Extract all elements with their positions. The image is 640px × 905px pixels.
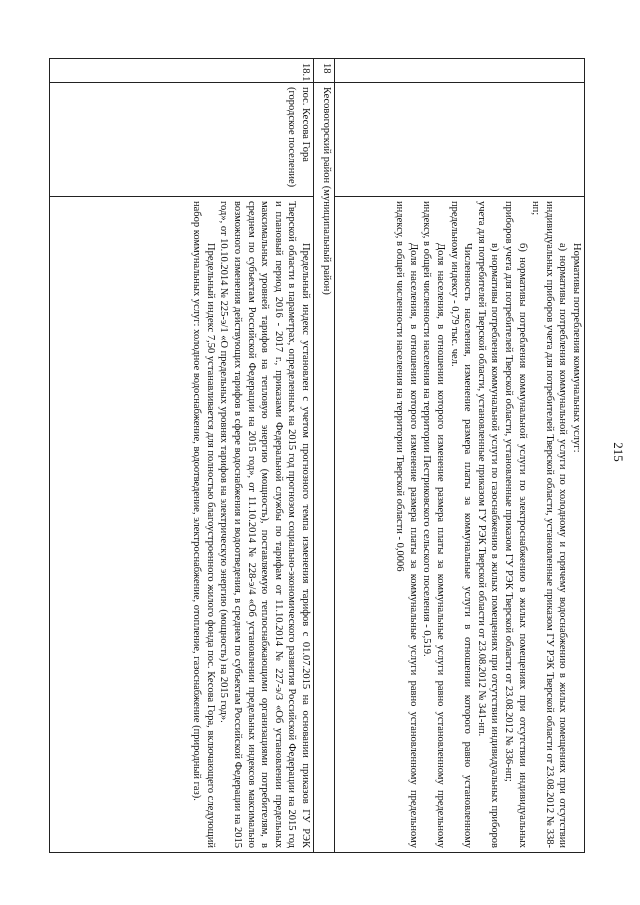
row-name-cell (335, 83, 585, 197)
paragraph: Нормативы потребления коммунальных услуг: (571, 243, 582, 453)
row-number-cell: 18.1 (50, 59, 314, 83)
row-text-cell (335, 197, 585, 853)
paragraph: Доля населения, в отношении которого изменение размера платы за коммунальные услуги равно установленному предельному индексу, в общей численности населения на территории Тверской области - 0,0006 (394, 201, 419, 848)
paragraph: Предельный индекс установлен с учетом прогнозного темпа изменения тарифов с 01.07.2015 на основании приказов ГУ РЭК Тверской области в параметрах, определенных на 2015 год прогнозом социально-экономического развития Российской Федерации на 2015 год и плановый период 2016 - 2017 г., приказами Федеральной службы по тарифам от 11.10.2014 № 227-э/3 «Об установлении предельных максимальных уровней тарифов на тепловую энергию (мощность), поставляемую теплоснабжающими организациями потребителям, в среднем по субъектам Российской Федерации на 2015 год», от 11.10.2014 № 228-э/4 «Об установлении предельных индексов максимально возможного изменения действующих тарифов в сфере водоснабжения и водоотведения, в среднем по субъектам Российской Федерации на 2015 год», от 10.10.2014 № 225-э/1 «О предельных уровнях тарифов на электрическую энергию (мощность) на 2015 год». (218, 201, 311, 848)
paragraph: в) нормативы потребления коммунальной услуги по газоснабжению в жилых помещениях при отсутствии индивидуальных приборов учета для потребителей Тверской области, установленные приказом ГУ РЭК Тверской области от 23.08.2012 № 341-нп. (475, 201, 501, 848)
paragraph: Численность населения, изменение размера платы за коммунальные услуги в отношении которого равно установленному предельному индексу - 0,79 тыс. чел. (448, 201, 474, 848)
page-number: 215 (611, 442, 626, 462)
region-number-cell: 18 (314, 59, 335, 83)
paragraph: а) нормативы потребления коммунальной услуги по холодному и горячему водоснабжению в жилых помещениях при отсутствии индивидуальных приборов учета для потребителей Тверской области, установленные приказом ГУ РЭК Тверской области от 23.08.2012 № 338-нп; (530, 201, 569, 848)
table-row-region (314, 59, 335, 853)
paragraph: б) нормативы потребления коммунальной услуги по электроснабжению в жилых помещениях при отсутствии индивидуальных приборов учета для потребителей Тверской области, установленные приказом ГУ РЭК Тверской области от 23.08.2012 № 336-нп; (503, 201, 528, 848)
table-row-bottom (50, 59, 314, 853)
document-table (49, 58, 585, 853)
region-title-cell (314, 83, 335, 853)
rotated-table-container (49, 58, 585, 853)
row-name-cell: пос. Кесова Гора (городское поселение) (50, 83, 314, 197)
paragraph: Доля населения, в отношении которого изменение размера платы за коммунальные услуги равно установленному предельному индексу, в общей численности населения на территории Пестриковского сельского поселения - 0,519. (421, 201, 447, 848)
paragraph: Предельный индекс 7,50 устанавливается для полностью благоустроенного жилого фонда пос. Кесова Гора, включающего следующий набор коммунальных услуг: холодное водоснабжение, водоотведение, электроснабжение, отопление, газоснабжение (природный газ). (191, 201, 216, 848)
row-number-cell (335, 59, 585, 83)
region-title: Кесовогорский район (муниципальный район) (321, 87, 332, 295)
table-row-top (335, 59, 585, 853)
row-text-cell (50, 197, 314, 853)
